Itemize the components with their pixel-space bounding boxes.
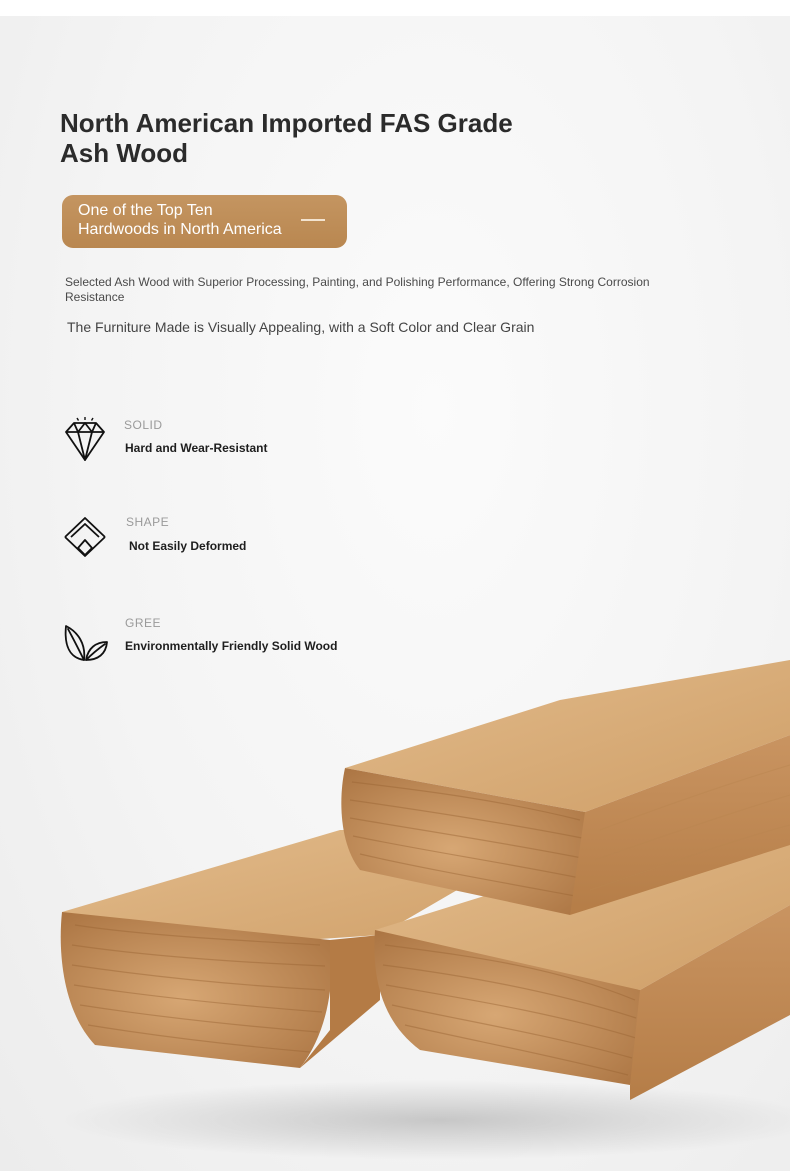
badge-line-2: Hardwoods in North America bbox=[78, 221, 282, 238]
feature-label: Not Easily Deformed bbox=[129, 539, 247, 553]
feature-tag: SOLID bbox=[124, 418, 163, 432]
badge-accent-line bbox=[301, 219, 325, 221]
feature-tag: SHAPE bbox=[126, 515, 170, 529]
feature-tag: GREE bbox=[125, 616, 162, 630]
feature-solid bbox=[60, 416, 460, 472]
ash-wood-planks-image bbox=[0, 640, 790, 1171]
highlight-badge bbox=[62, 195, 347, 248]
feature-label: Environmentally Friendly Solid Wood bbox=[125, 639, 338, 653]
title-line-1: North American Imported FAS Grade bbox=[60, 108, 513, 138]
feature-label: Hard and Wear-Resistant bbox=[125, 441, 268, 455]
diamond-icon bbox=[60, 416, 110, 466]
shape-layers-icon bbox=[60, 513, 110, 563]
top-band bbox=[0, 0, 790, 16]
description-processing: Selected Ash Wood with Superior Processing, Painting, and Polishing Performance, Offering Strong Corrosion Resistance bbox=[65, 275, 650, 304]
badge-line-1: One of the Top Ten bbox=[78, 202, 213, 219]
description-appearance: The Furniture Made is Visually Appealing, with a Soft Color and Clear Grain bbox=[67, 319, 535, 335]
feature-shape bbox=[60, 513, 460, 569]
title-line-2: Ash Wood bbox=[60, 138, 189, 168]
page-title bbox=[60, 108, 580, 168]
